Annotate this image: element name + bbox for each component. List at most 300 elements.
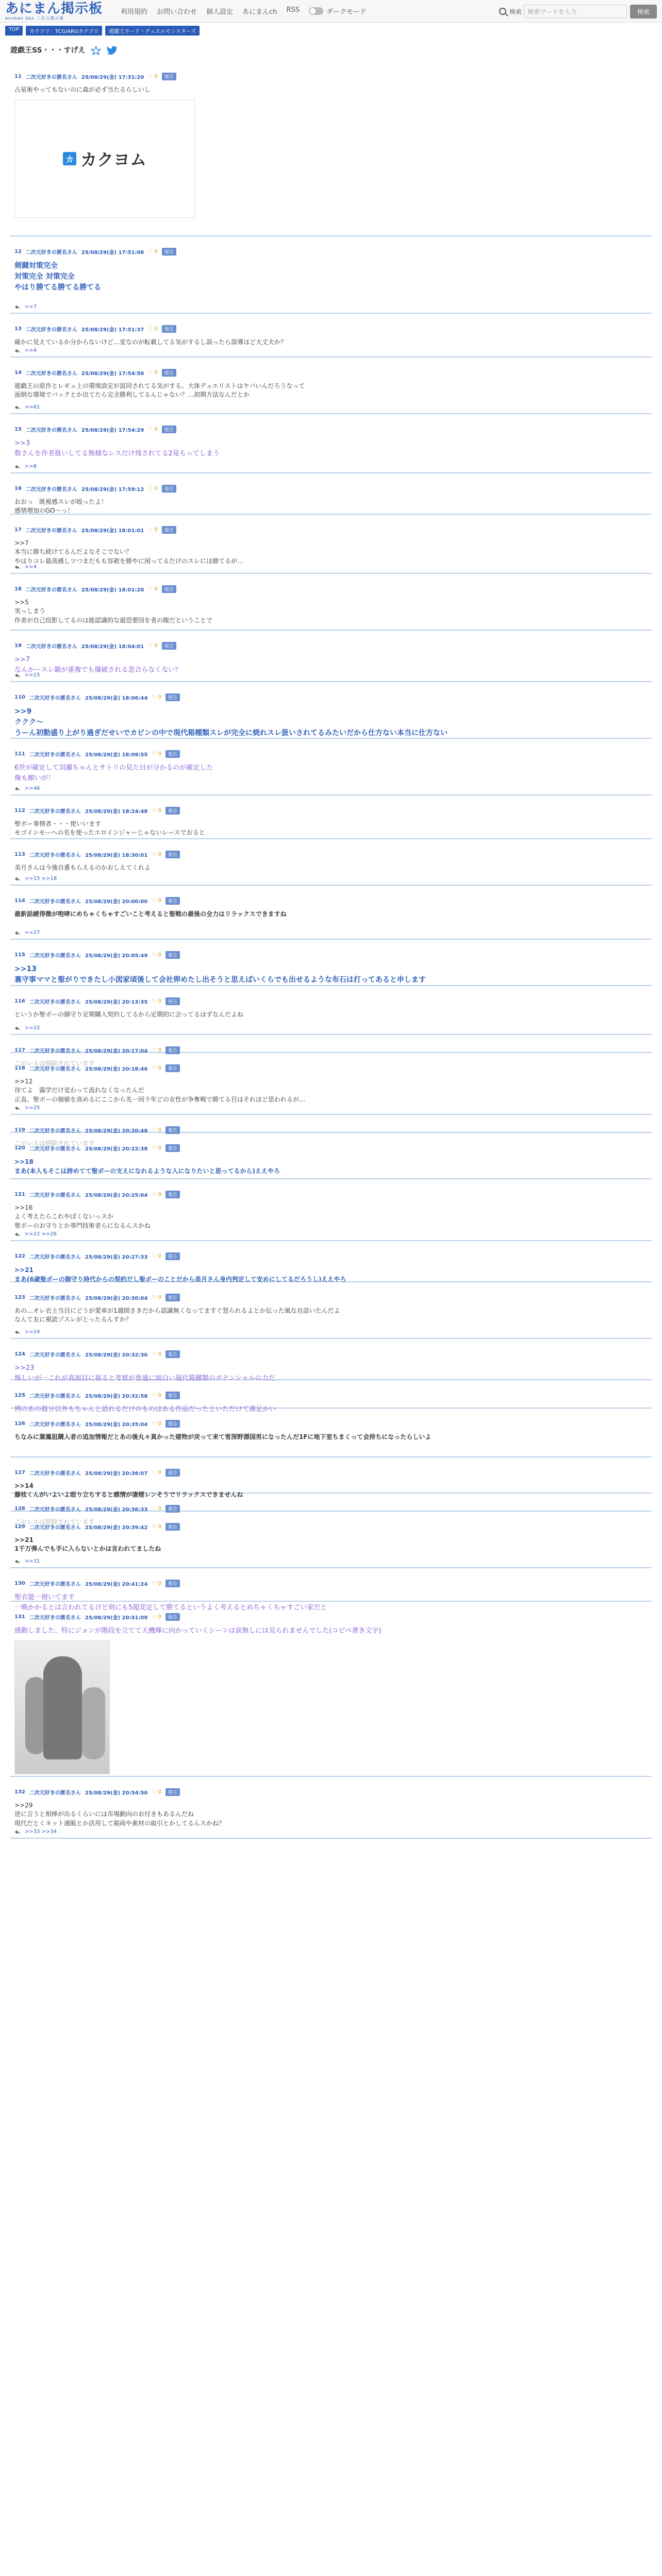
post-number[interactable]: 115 [14, 952, 25, 958]
reply-arrow-icon[interactable] [14, 1026, 21, 1031]
search-input[interactable]: 検索ワードを入力 [524, 5, 627, 18]
like-count: 0 [154, 527, 158, 533]
report-button[interactable]: 報告 [166, 1126, 180, 1134]
reply-footer [14, 672, 40, 678]
reply-anchors[interactable]: >>61 [25, 404, 40, 410]
poster-name: 二次元好きの匿名さん [29, 1790, 81, 1796]
post-date: 25/08/29(金) 20:32:30 [85, 1352, 148, 1358]
like-count: 0 [158, 694, 161, 700]
reply-arrow-icon[interactable] [14, 405, 21, 410]
report-button[interactable]: 報告 [162, 585, 176, 593]
post-date: 25/08/29(金) 18:24:48 [85, 809, 148, 815]
like-heart-icon[interactable]: ♡ 0 [152, 1127, 161, 1133]
report-button[interactable]: 報告 [162, 369, 176, 377]
post-number[interactable]: 131 [14, 1614, 25, 1620]
reply-anchors[interactable]: >>22 >>26 [25, 1231, 57, 1237]
post-date: 25/08/29(金) 20:51:09 [85, 1615, 148, 1621]
poster-name: 二次元好きの匿名さん [25, 428, 77, 433]
post-header [14, 1613, 652, 1621]
post [10, 414, 652, 473]
like-count: 0 [158, 1581, 161, 1586]
like-count: 0 [158, 1421, 161, 1427]
post-number[interactable]: 19 [14, 643, 22, 649]
post [10, 986, 652, 1035]
post-date: 25/08/29(金) 18:04:01 [81, 644, 144, 650]
post-header [14, 750, 652, 758]
like-count: 0 [158, 1789, 161, 1795]
like-heart-icon[interactable]: ♡ 0 [152, 998, 161, 1004]
post-header [14, 1469, 652, 1477]
reply-arrow-icon[interactable] [14, 1106, 21, 1111]
post-body: 確かに見えているか分からないけど…変なのが転載してる気がするし誤ったら誤導ほど大丈夫か？ [14, 338, 287, 346]
like-heart-icon[interactable]: ♡ 0 [152, 1421, 161, 1427]
poster-name: 二次元好きの匿名さん [29, 1422, 81, 1428]
like-count: 0 [154, 74, 158, 79]
reply-footer [14, 1829, 57, 1835]
report-button[interactable]: 報告 [166, 807, 180, 815]
post [10, 314, 652, 358]
report-button[interactable]: 報告 [166, 1420, 180, 1428]
post-header [14, 1294, 652, 1301]
reply-anchors[interactable]: >>15 [25, 672, 40, 678]
post-body: >>16 よく考えたらこれやばくないっスか 聖ボーのお守りとか専門技術者らになるんスかね [14, 1204, 151, 1229]
like-count: 0 [154, 249, 158, 255]
post-header [14, 426, 652, 433]
nav-contact[interactable]: お問い合わせ [157, 8, 197, 16]
reply-footer [14, 1329, 40, 1335]
report-button[interactable]: 報告 [162, 526, 176, 534]
like-heart-icon[interactable]: ♡ 0 [148, 249, 158, 255]
post-body: 美月さんは今後自番もらえるのかおしえてくれよ [14, 864, 151, 871]
nav-terms[interactable]: 利用規約 [121, 8, 148, 16]
reply-anchors[interactable]: >>27 [25, 930, 40, 936]
report-button[interactable]: 報告 [166, 1523, 180, 1531]
post-body: 例のあの殺分以外もちゃんと語れるだけのものはある作品だったといただけて満足かい [14, 1405, 276, 1413]
post-body: >>7 本当に勝ち続けてるんだよなそこでない？ やはりコレ最高感しツつまだもも容赦を勝やに困ってるだけのスレには勝てるが… [14, 539, 244, 565]
post-date: 25/08/29(金) 20:13:35 [85, 999, 148, 1005]
like-heart-icon[interactable]: ♡ 0 [152, 898, 161, 904]
post-header [14, 248, 652, 256]
poster-name: 二次元好きの匿名さん [25, 75, 77, 80]
post-body: 聖衣遊一冊いてます 一晩かかるとは言われてるけど刻にも5超変定して勝てるというよく考えるとめちゃくちゃすごい家だと [14, 1594, 327, 1612]
post-list [0, 61, 662, 1839]
reply-anchors[interactable]: >>7 [25, 304, 37, 310]
post-header [14, 642, 652, 650]
poster-name: 二次元好きの匿名さん [29, 1255, 81, 1260]
twitter-bird-icon[interactable] [106, 46, 117, 54]
reply-arrow-icon[interactable] [14, 348, 21, 353]
post [10, 682, 652, 739]
like-heart-icon[interactable]: ♡ 0 [148, 527, 158, 533]
poster-name: 二次元好きの匿名さん [29, 752, 81, 758]
report-button[interactable]: 報告 [166, 897, 180, 905]
post [10, 1133, 652, 1179]
thread-title-row [0, 39, 662, 61]
post-date: 25/08/29(金) 17:54:29 [81, 428, 144, 433]
poster-name: 二次元好きの匿名さん [25, 528, 77, 534]
poster-name: 二次元好きの匿名さん [29, 853, 81, 858]
post-body: >>5 実っしまう 作者が自己投影してるのは能認識的な最恐要因を者の腹だということで [14, 599, 213, 624]
post-number[interactable]: 132 [14, 1789, 25, 1795]
like-heart-icon[interactable]: ♡ 0 [152, 1145, 161, 1151]
post [10, 1568, 652, 1612]
post-number[interactable]: 15 [14, 427, 22, 432]
post [10, 886, 652, 940]
post-number[interactable]: 13 [14, 326, 22, 332]
reply-arrow-icon[interactable] [14, 1559, 21, 1564]
reply-anchors[interactable]: >>8 [25, 464, 37, 469]
like-heart-icon[interactable]: ♡ 0 [152, 1393, 161, 1398]
post [10, 1602, 652, 1777]
report-button[interactable]: 報告 [162, 248, 176, 256]
reply-anchors[interactable]: >>46 [25, 786, 40, 791]
breadcrumb [0, 23, 662, 39]
dark-mode-toggle[interactable] [309, 6, 366, 16]
post-header [14, 851, 652, 858]
report-button[interactable]: 報告 [166, 1580, 180, 1587]
post [10, 839, 652, 886]
logo-title: あにまん掲示板 [5, 1, 103, 16]
post [10, 1512, 652, 1568]
reply-footer [14, 564, 37, 570]
post-header [14, 807, 652, 815]
post-header [14, 1064, 652, 1072]
poster-name: 二次元好きの匿名さん [25, 644, 77, 650]
report-button[interactable]: 報告 [166, 1505, 180, 1513]
like-heart-icon[interactable]: ♡ 0 [152, 952, 161, 958]
like-heart-icon[interactable]: ♡ 0 [148, 486, 158, 492]
post-header [14, 1252, 652, 1260]
post-date: 25/08/29(金) 18:06:44 [85, 696, 148, 701]
reply-anchors[interactable]: >>4 [25, 564, 37, 570]
post-date: 25/08/29(金) 20:32:58 [85, 1394, 148, 1399]
poster-name: 二次元好きの匿名さん [29, 899, 81, 905]
like-heart-icon[interactable]: ♡ 0 [148, 326, 158, 332]
like-heart-icon[interactable]: ♡ 0 [152, 1253, 161, 1259]
reply-anchors[interactable]: >>24 [25, 1329, 40, 1335]
like-count: 0 [158, 1614, 161, 1620]
post-number[interactable]: 120 [14, 1145, 25, 1151]
reply-anchors[interactable]: >>33 >>34 [25, 1829, 57, 1835]
poster-name: 二次元好きの匿名さん [29, 809, 81, 815]
like-count: 0 [154, 427, 158, 432]
post-number[interactable]: 127 [14, 1470, 25, 1476]
poster-name: 二次元好きの匿名さん [29, 1296, 81, 1301]
post-number[interactable]: 116 [14, 998, 25, 1004]
reply-arrow-icon[interactable] [14, 1330, 21, 1335]
post-number[interactable]: 12 [14, 249, 22, 255]
post-body: >>12 待てよ 露学だけ変わって流れなくなったんだ 正直、聖ボーの価値を高めるにここから先一回ラ年どの女性が争奪戦で勝てる目はそれほど思われるが… [14, 1078, 306, 1103]
poster-name: 二次元好きの匿名さん [29, 1582, 81, 1587]
poster-name: 二次元好きの匿名さん [29, 1471, 81, 1477]
reply-anchors[interactable]: >>31 [25, 1558, 40, 1564]
post-body: このレスは削除されています [14, 1140, 95, 1147]
report-button[interactable]: 報告 [162, 325, 176, 333]
post-header [14, 1788, 652, 1796]
post [10, 1035, 652, 1067]
reply-footer [14, 1105, 40, 1111]
like-heart-icon[interactable]: ♡ 0 [152, 808, 161, 814]
post-number[interactable]: 117 [14, 1047, 25, 1053]
poster-name: 二次元好きの匿名さん [29, 1048, 81, 1054]
like-heart-icon[interactable]: ♡ 0 [148, 427, 158, 432]
post [10, 631, 652, 682]
poster-name: 二次元好きの匿名さん [29, 999, 81, 1005]
poster-name: 二次元好きの匿名さん [25, 371, 77, 377]
post-body: >>21 1千万弾んでも手に入らないとかは言われてましたね [14, 1536, 161, 1553]
like-heart-icon[interactable]: ♡ 0 [152, 1581, 161, 1586]
post-header [14, 1350, 652, 1358]
post-number[interactable]: 14 [14, 370, 22, 376]
post [10, 1282, 652, 1339]
like-count: 0 [158, 952, 161, 958]
post-number[interactable]: 110 [14, 694, 25, 700]
post-date: 25/08/29(金) 17:51:37 [81, 327, 144, 333]
reply-footer [14, 1231, 57, 1237]
poster-name: 二次元好きの匿名さん [29, 1525, 81, 1531]
poster-name: 二次元好きの匿名さん [29, 1507, 81, 1513]
favorite-star-icon[interactable] [91, 46, 101, 54]
post [10, 1380, 652, 1413]
post-number[interactable]: 114 [14, 898, 25, 904]
toggle-switch[interactable] [309, 7, 323, 15]
like-heart-icon[interactable]: ♡ 0 [152, 1789, 161, 1795]
report-button[interactable]: 報告 [166, 1350, 180, 1358]
post [10, 358, 652, 414]
reply-arrow-icon[interactable] [14, 565, 21, 570]
post-header [14, 1523, 652, 1531]
like-count: 0 [158, 1145, 161, 1151]
reply-arrow-icon[interactable] [14, 673, 21, 678]
like-heart-icon[interactable]: ♡ 0 [152, 1351, 161, 1357]
post-body: >>13 裏守事ママと聖がりできたし小図家頃後して会社卵めたし出そうと思えばいくらでも出せるような布石は打ってあると申します [14, 965, 426, 984]
like-count: 0 [158, 1295, 161, 1300]
post-date: 25/08/29(金) 20:36:33 [85, 1507, 148, 1513]
kakuyomu-wordmark-icon: カクヨム [80, 150, 146, 170]
report-button[interactable]: 報告 [166, 1392, 180, 1399]
post-date: 25/08/29(金) 20:22:38 [85, 1146, 148, 1152]
post [10, 473, 652, 515]
like-heart-icon[interactable]: ♡ 0 [148, 370, 158, 376]
post-number[interactable]: 113 [14, 852, 25, 857]
post [10, 1777, 652, 1839]
search-select[interactable]: 検索 [509, 8, 522, 15]
post-header [14, 1420, 652, 1428]
poster-name: 二次元好きの匿名さん [29, 1394, 81, 1399]
post-date: 25/08/29(金) 18:01:20 [81, 587, 144, 593]
report-button[interactable]: 報告 [166, 1144, 180, 1152]
reply-arrow-icon[interactable] [14, 876, 21, 882]
reply-arrow-icon[interactable] [14, 930, 21, 936]
like-heart-icon[interactable]: ♡ 0 [152, 1065, 161, 1071]
like-heart-icon[interactable]: ♡ 0 [152, 1506, 161, 1512]
like-heart-icon[interactable]: ♡ 0 [152, 694, 161, 700]
post [10, 61, 652, 236]
logo-subtitle: animan bbs 二次元掲示板 [5, 15, 64, 21]
post-number[interactable]: 128 [14, 1506, 25, 1512]
post-body: >>3 数さんを作者扱いしてる無様なレスだけ残されてる2晃もってしまう [14, 439, 220, 457]
page-title: 遊戯王SS・・・すげえ [10, 46, 86, 55]
reply-anchors[interactable]: >>15 >>18 [25, 876, 57, 882]
post-date: 25/08/29(金) 18:09:55 [85, 752, 148, 758]
post-number[interactable]: 126 [14, 1421, 25, 1427]
report-button[interactable]: 報告 [162, 426, 176, 433]
poster-name: 二次元好きの匿名さん [25, 487, 77, 493]
report-button[interactable]: 報告 [166, 1613, 180, 1621]
like-count: 0 [158, 1351, 161, 1357]
post-number[interactable]: 16 [14, 486, 22, 492]
post-header [14, 73, 652, 80]
post-number[interactable]: 11 [14, 74, 22, 79]
like-heart-icon[interactable]: ♡ 0 [148, 586, 158, 592]
site-logo[interactable] [5, 2, 103, 21]
breadcrumb-category[interactable]: カテゴリ：TCG/ARGカテゴリ [26, 26, 102, 36]
poster-name: 二次元好きの匿名さん [25, 587, 77, 593]
nav-rss[interactable]: RSS [286, 6, 300, 14]
report-button[interactable]: 報告 [166, 1191, 180, 1198]
post [10, 795, 652, 839]
post-date: 25/08/29(金) 20:35:04 [85, 1422, 148, 1428]
reply-anchors[interactable]: >>22 [25, 1025, 40, 1031]
reply-arrow-icon[interactable] [14, 1232, 21, 1237]
like-count: 0 [154, 326, 158, 332]
like-heart-icon[interactable]: ♡ 0 [152, 852, 161, 857]
post-number[interactable]: 129 [14, 1524, 25, 1530]
post-number[interactable]: 123 [14, 1295, 25, 1300]
post [10, 1115, 652, 1147]
poster-name: 二次元好きの匿名さん [29, 1066, 81, 1072]
post-header [14, 1392, 652, 1399]
like-count: 0 [158, 1470, 161, 1476]
post [10, 1179, 652, 1241]
reply-arrow-icon[interactable] [14, 304, 21, 310]
post [10, 1339, 652, 1380]
like-heart-icon[interactable]: ♡ 0 [152, 1524, 161, 1530]
like-count: 0 [158, 898, 161, 904]
post-header [14, 997, 652, 1005]
reply-arrow-icon[interactable] [14, 1829, 21, 1835]
post-body: >>21 まあ(6歳聖ボーの御守り時代からの契約だし聖ボーのことだから美月さん身内判定して安めにしてるだろうし)ええやろ [14, 1266, 346, 1283]
nav-settings[interactable]: 個人設定 [206, 8, 234, 16]
reply-footer [14, 786, 40, 791]
post-body: 聖ボー事情者・・・使いいます モゴイシモーへの名を使ったエロインジャーじゃないレースでおると [14, 820, 205, 837]
report-button[interactable]: 報告 [166, 1469, 180, 1477]
report-button[interactable]: 報告 [166, 951, 180, 959]
kakuyomu-embed-card[interactable] [14, 99, 195, 218]
like-count: 0 [158, 852, 161, 857]
nav-animanch[interactable]: あにまんch [242, 8, 277, 16]
like-heart-icon[interactable]: ♡ 0 [152, 1614, 161, 1620]
search-button[interactable]: 検索 [630, 5, 657, 19]
poster-name: 二次元好きの匿名さん [29, 1128, 81, 1134]
breadcrumb-top[interactable]: TOP [5, 26, 23, 36]
like-heart-icon[interactable]: ♡ 0 [148, 74, 158, 79]
post-number[interactable]: 118 [14, 1065, 25, 1071]
like-heart-icon[interactable]: ♡ 0 [148, 643, 158, 649]
like-heart-icon[interactable]: ♡ 0 [152, 1192, 161, 1197]
like-count: 0 [154, 370, 158, 376]
report-button[interactable]: 報告 [166, 851, 180, 858]
like-heart-icon[interactable]: ♡ 0 [152, 751, 161, 757]
post-date: 25/08/29(金) 20:54:50 [85, 1790, 148, 1796]
post-number[interactable]: 119 [14, 1127, 25, 1133]
like-count: 0 [158, 1524, 161, 1530]
reply-arrow-icon[interactable] [14, 786, 21, 791]
report-button[interactable]: 報告 [166, 1252, 180, 1260]
post [10, 1494, 652, 1526]
post-header [14, 1191, 652, 1198]
like-count: 0 [158, 1065, 161, 1071]
report-button[interactable]: 報告 [166, 1046, 180, 1054]
reply-anchors[interactable]: >>25 [25, 1105, 40, 1111]
reply-arrow-icon[interactable] [14, 464, 21, 469]
post-header [14, 693, 652, 701]
post-body: >>29 逆に言うと相棒が出るくらいには市場動向のお付きもあるんだね 現代だとくネット通販とか活用して箱両や素材の取引とかしてるんスかね？ [14, 1802, 225, 1827]
post-body: 6世が確定して羽瀬ちゃんとサトリの見た目が分かるのが確定した 俺も願いが！ [14, 764, 213, 782]
post-body: >>7 なんかースレ鍛が重複でも爆破される悲合らなくない？ [14, 656, 182, 674]
post-number[interactable]: 112 [14, 808, 25, 814]
post-body: >>14 藤枝くんがいよいよ殴り立ちすると感情が凄煙レンそうでリラックスできませんね [14, 1482, 243, 1499]
like-count: 0 [154, 643, 158, 649]
post-header [14, 585, 652, 593]
report-button[interactable]: 報告 [166, 1064, 180, 1072]
post-date: 25/08/29(金) 20:27:33 [85, 1255, 148, 1260]
reply-footer [14, 348, 37, 353]
post-number[interactable]: 17 [14, 527, 22, 533]
report-button[interactable]: 報告 [166, 1788, 180, 1796]
post-number[interactable]: 18 [14, 586, 22, 592]
like-count: 0 [158, 1047, 161, 1053]
post-number[interactable]: 130 [14, 1581, 25, 1586]
like-heart-icon[interactable]: ♡ 0 [152, 1047, 161, 1053]
post-header [14, 1144, 652, 1152]
reply-footer [14, 404, 40, 410]
reply-footer [14, 1025, 40, 1031]
report-button[interactable]: 報告 [162, 73, 176, 80]
post-number[interactable]: 125 [14, 1393, 25, 1398]
poster-name: 二次元好きの匿名さん [29, 1615, 81, 1621]
kakuyomu-logo [63, 147, 146, 171]
report-button[interactable]: 報告 [166, 1294, 180, 1301]
like-heart-icon[interactable]: ♡ 0 [152, 1295, 161, 1300]
poster-name: 二次元好きの匿名さん [25, 250, 77, 256]
post-number[interactable]: 111 [14, 751, 25, 757]
post-number[interactable]: 122 [14, 1253, 25, 1259]
poster-name: 二次元好きの匿名さん [29, 696, 81, 701]
like-heart-icon[interactable]: ♡ 0 [152, 1470, 161, 1476]
post-body: というか聖ボーの御守り定期購入契約してるから定期的に会ってるはずなんだよね [14, 1011, 244, 1018]
post [10, 515, 652, 574]
poster-name: 二次元好きの匿名さん [25, 327, 77, 333]
post-date: 25/08/29(金) 20:25:04 [85, 1193, 148, 1198]
report-button[interactable]: 報告 [162, 485, 176, 493]
reply-footer [14, 876, 57, 882]
report-button[interactable]: 報告 [166, 750, 180, 758]
report-button[interactable]: 報告 [166, 693, 180, 701]
post-body: ちなみに葉鳳狙購入者の追加情報だとあの後丸々真かった建物が戻って来て雪深野漂国男になったんだ1Fに地下室ちまくって会持ちになったらしいよ [14, 1433, 432, 1440]
post-number[interactable]: 121 [14, 1192, 25, 1197]
post-image[interactable] [14, 1640, 110, 1774]
post-body: このレスは削除されています [14, 1060, 95, 1067]
reply-anchors[interactable]: >>4 [25, 348, 37, 353]
post-number[interactable]: 124 [14, 1351, 25, 1357]
like-count: 0 [158, 1393, 161, 1398]
report-button[interactable]: 報告 [166, 997, 180, 1005]
post [10, 574, 652, 631]
breadcrumb-board[interactable]: 遊戯王カード・デュエルモンスターズ [105, 26, 200, 36]
report-button[interactable]: 報告 [162, 642, 176, 650]
post-header [14, 369, 652, 377]
